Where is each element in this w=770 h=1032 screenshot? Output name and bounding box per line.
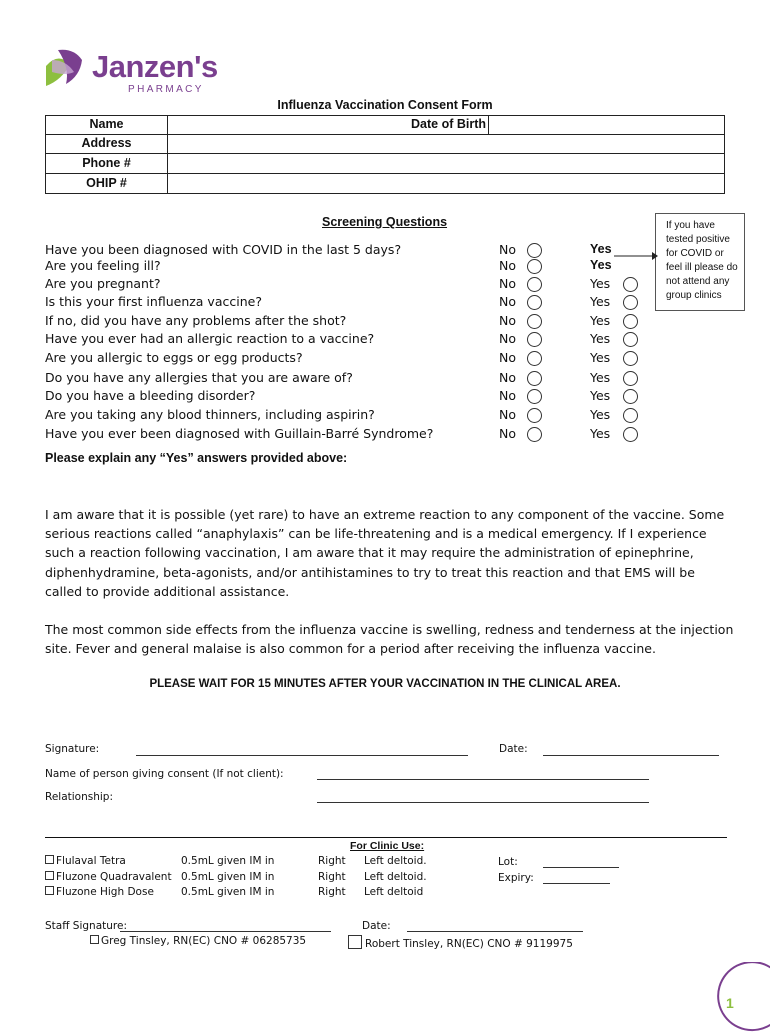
staff-option-greg[interactable]: Greg Tinsley, RN(EC) CNO # 06285735 [90,935,306,947]
yes-radio[interactable] [623,295,638,310]
no-radio[interactable] [527,259,542,274]
checkbox[interactable] [90,935,99,944]
expiry-label: Expiry: [498,872,534,884]
logo [44,46,244,96]
screening-heading: Screening Questions [322,215,448,229]
no-radio[interactable] [527,389,542,404]
vaccine-dose: 0.5mL given IM in [181,886,275,898]
checkbox[interactable] [45,871,54,880]
yes-label: Yes [590,276,611,291]
no-radio[interactable] [527,332,542,347]
checkbox[interactable] [348,935,362,949]
yes-label: Yes [590,258,612,272]
vaccine-site: Left deltoid. [364,871,427,883]
relationship-line[interactable] [317,802,649,803]
vaccine-dose: 0.5mL given IM in [181,871,275,883]
signature-line[interactable] [136,755,468,756]
vaccine-name: Flulaval Tetra [56,855,126,867]
no-label: No [499,313,516,328]
question-text: Have you been diagnosed with COVID in the last 5 days? [45,242,402,257]
address-field[interactable] [167,134,725,154]
question-text: If no, did you have any problems after the shot? [45,313,347,328]
wait-notice: PLEASE WAIT FOR 15 MINUTES AFTER YOUR VACCINATION IN THE CLINICAL AREA. [149,678,621,690]
vaccine-dose: 0.5mL given IM in [181,855,275,867]
no-label: No [499,258,516,273]
checkbox[interactable] [45,886,54,895]
checkbox[interactable] [45,855,54,864]
logo-name: Janzen's [92,49,218,84]
question-text: Are you taking any blood thinners, including aspirin? [45,407,375,422]
question-text: Are you pregnant? [45,276,161,291]
yes-label: Yes [590,331,611,346]
no-label: No [499,350,516,365]
relationship-label: Relationship: [45,791,113,803]
staff-option-robert[interactable]: Robert Tinsley, RN(EC) CNO # 9119975 [348,935,573,950]
page-number: 1 [716,962,770,1032]
yes-radio[interactable] [623,332,638,347]
no-radio[interactable] [527,351,542,366]
vaccine-option[interactable] [45,886,154,898]
yes-radio[interactable] [623,277,638,292]
no-label: No [499,426,516,441]
yes-label: Yes [590,294,611,309]
question-text: Are you allergic to eggs or egg products? [45,350,303,365]
leaf-logo-icon [44,46,86,90]
no-label: No [499,407,516,422]
ohip-label: OHIP # [86,176,127,190]
no-radio[interactable] [527,427,542,442]
name-label: Name [89,117,124,131]
vaccine-site: Left deltoid [364,886,424,898]
phone-label: Phone # [82,156,131,170]
explain-label: Please explain any “Yes” answers provided above: [45,451,348,465]
no-label: No [499,242,516,257]
yes-label: Yes [590,388,611,403]
divider [45,837,727,838]
staff-signature-label: Staff Signature: [45,920,127,932]
vaccine-side: Right [318,855,346,867]
no-radio[interactable] [527,408,542,423]
question-text: Are you feeling ill? [45,258,161,273]
question-text: Is this your first influenza vaccine? [45,294,262,309]
yes-radio[interactable] [623,408,638,423]
covid-note: If you have tested positive for COVID or feel ill please do not attend any group clinics [655,213,745,311]
yes-radio[interactable] [623,314,638,329]
no-label: No [499,276,516,291]
yes-radio[interactable] [623,351,638,366]
clinic-date-line[interactable] [407,931,583,932]
expiry-line[interactable] [543,883,610,884]
vaccine-option[interactable] [45,871,172,883]
ohip-field[interactable] [167,173,725,194]
vaccine-side: Right [318,886,346,898]
arrow-icon [614,251,658,261]
no-label: No [499,294,516,309]
yes-label: Yes [590,407,611,422]
vaccine-option[interactable] [45,855,126,867]
page-circle-icon [716,962,770,1032]
dob-field[interactable] [488,115,725,135]
date-label: Date: [499,743,528,755]
yes-label: Yes [590,242,612,256]
no-radio[interactable] [527,243,542,258]
date-line[interactable] [543,755,719,756]
staff-signature-line[interactable] [120,931,331,932]
question-text: Have you ever had an allergic reaction to a vaccine? [45,331,375,346]
signature-label: Signature: [45,743,100,755]
no-radio[interactable] [527,371,542,386]
yes-radio[interactable] [623,371,638,386]
aware-paragraph: I am aware that it is possible (yet rare) to have an extreme reaction to any component of the vaccine. Some serious reactions called “anaphylaxis” can be life-threatening and is a medical emergency. If I experience such a reaction following vaccination, I am aware that it may require the administration of epinephrine, diphenhydramine, beta-agonists, and/or antihistamines to try to treat this reaction and that EMS will be called to provide additional assistance. [45,507,725,599]
phone-field[interactable] [167,153,725,174]
no-label: No [499,331,516,346]
no-label: No [499,370,516,385]
clinic-date-label: Date: [362,920,391,932]
yes-radio[interactable] [623,389,638,404]
consent-name-label: Name of person giving consent (If not client): [45,768,284,780]
yes-label: Yes [590,426,611,441]
question-text: Do you have any allergies that you are aware of? [45,370,353,385]
no-radio[interactable] [527,295,542,310]
logo-subtitle: PHARMACY [128,84,204,95]
no-radio[interactable] [527,314,542,329]
yes-radio[interactable] [623,427,638,442]
lot-line[interactable] [543,867,619,868]
no-radio[interactable] [527,277,542,292]
dob-label: Date of Birth [411,117,486,131]
clinic-heading: For Clinic Use: [350,840,425,852]
question-text: Do you have a bleeding disorder? [45,388,256,403]
side-effects-paragraph: The most common side effects from the influenza vaccine is swelling, redness and tenderness at the injection site. Fever and general malaise is also common for a period after receiving the influenza vaccine. [45,622,734,657]
question-text: Have you ever been diagnosed with Guillain-Barré Syndrome? [45,426,434,441]
yes-label: Yes [590,350,611,365]
no-label: No [499,388,516,403]
yes-label: Yes [590,370,611,385]
vaccine-side: Right [318,871,346,883]
lot-label: Lot: [498,856,518,868]
address-label: Address [81,136,132,150]
form-title: Influenza Vaccination Consent Form [277,98,493,112]
vaccine-name: Fluzone High Dose [56,886,154,898]
yes-label: Yes [590,313,611,328]
consent-name-line[interactable] [317,779,649,780]
vaccine-name: Fluzone Quadravalent [56,871,172,883]
vaccine-site: Left deltoid. [364,855,427,867]
